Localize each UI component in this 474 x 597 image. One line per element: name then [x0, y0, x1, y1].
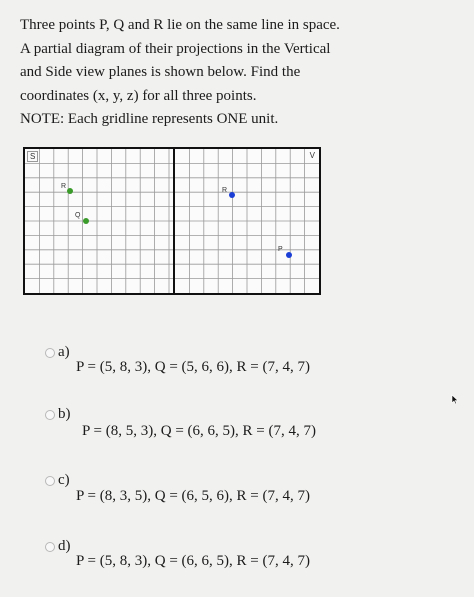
- vertical-plane-tag: V: [309, 151, 315, 160]
- option-letter: b): [58, 406, 71, 422]
- question-line: A partial diagram of their projections in the Vertical: [20, 40, 331, 57]
- question-line: NOTE: Each gridline represents ONE unit.: [20, 111, 279, 127]
- option-text: P = (5, 8, 3), Q = (5, 6, 6), R = (7, 4, 7): [76, 359, 310, 375]
- projection-diagram: [23, 147, 321, 295]
- side-plane-grid: [25, 149, 173, 293]
- side-point-r: [67, 188, 73, 194]
- option-letter: d): [58, 538, 71, 554]
- option-letter: c): [58, 472, 70, 488]
- vertical-view-plane: [175, 149, 319, 293]
- question-line: coordinates (x, y, z) for all three points.: [20, 87, 257, 104]
- vertical-point-r: [229, 192, 235, 198]
- side-point-q: [83, 218, 89, 224]
- side-plane-tag: S: [27, 151, 38, 162]
- vertical-plane-grid: [175, 149, 319, 293]
- radio-button-icon[interactable]: [45, 410, 55, 420]
- vertical-point-r-label: R: [222, 187, 228, 194]
- radio-button-icon[interactable]: [45, 542, 55, 552]
- option-letter: a): [58, 344, 70, 360]
- question-line: and Side view planes is shown below. Find the: [20, 64, 301, 80]
- side-point-r-label: R: [61, 183, 67, 190]
- question-line: Three points P, Q and R lie on the same line in space.: [20, 17, 340, 33]
- option-text: P = (5, 8, 3), Q = (6, 6, 5), R = (7, 4, 7): [76, 553, 310, 569]
- option-text: P = (8, 5, 3), Q = (6, 6, 5), R = (7, 4, 7): [82, 423, 316, 439]
- vertical-point-p: [286, 252, 292, 258]
- vertical-point-p-label: P: [278, 246, 283, 253]
- radio-button-icon[interactable]: [45, 348, 55, 358]
- side-point-q-label: Q: [75, 212, 81, 219]
- option-text: P = (8, 3, 5), Q = (6, 5, 6), R = (7, 4, 7): [76, 488, 310, 504]
- radio-button-icon[interactable]: [45, 476, 55, 486]
- question-text: [20, 14, 460, 132]
- side-view-plane: [25, 149, 173, 293]
